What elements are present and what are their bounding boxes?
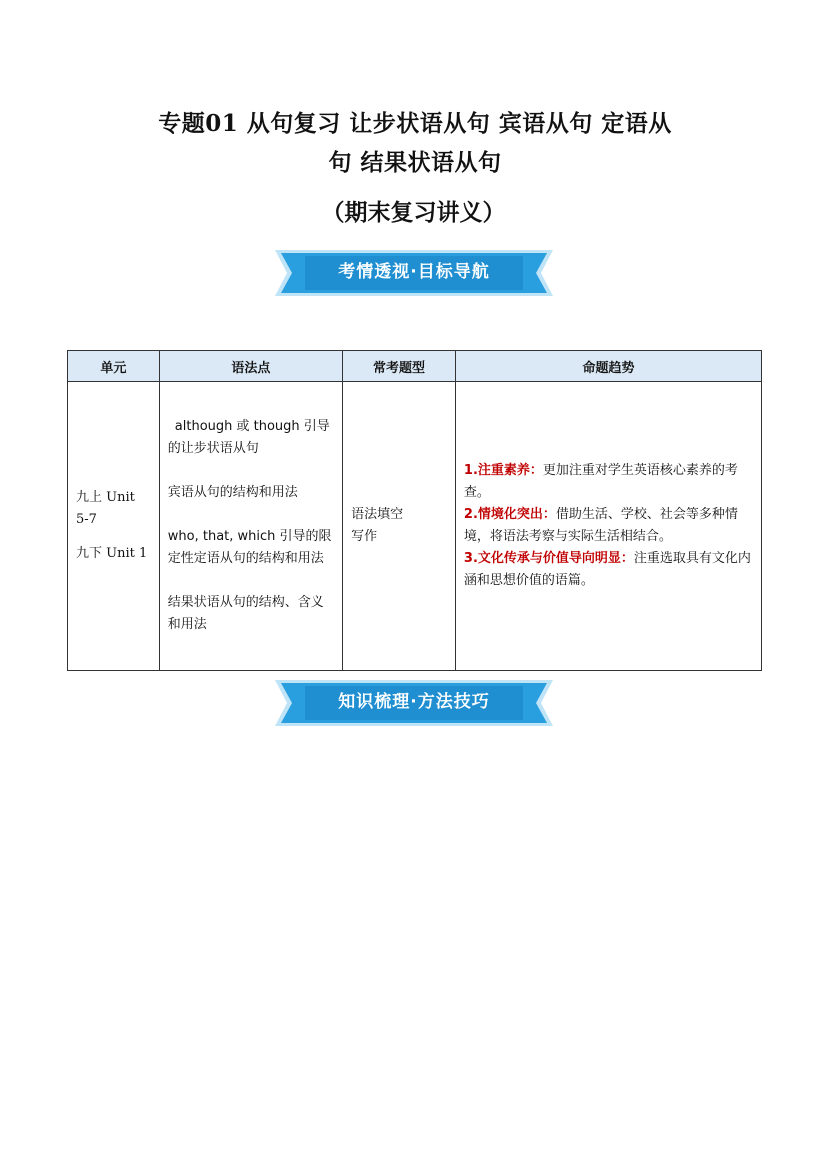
title-line-1: 专题01 从句复习 让步状语从句 宾语从句 定语从 — [158, 110, 672, 137]
banner-knowledge-summary — [275, 680, 553, 726]
cell-trends — [455, 382, 761, 671]
document-subtitle: （期末复习讲义） — [321, 199, 506, 226]
unit-text: 九下 Unit 1 — [76, 546, 148, 561]
trend-text: 更加注重对学生英语核心素养的考查。 — [463, 463, 738, 500]
question-type: 语法填空 — [351, 507, 404, 522]
header-trend: 命题趋势 — [455, 351, 761, 382]
banner-label: 知识梳理·方法技巧 — [338, 692, 490, 712]
trend-item — [464, 548, 753, 592]
cell-units — [68, 382, 160, 671]
trend-label: 1.注重素养： — [463, 463, 543, 478]
trend-item — [464, 460, 753, 504]
trend-text: 借助生活、学校、社会等多种情境，将语法考察与实际生活相结合。 — [463, 507, 738, 544]
header-unit: 单元 — [68, 351, 160, 382]
title-line-2: 句 结果状语从句 — [328, 149, 502, 176]
grammar-point: 结果状语从句的结构、含义和用法 — [167, 595, 324, 632]
trend-label: 2.情境化突出： — [463, 507, 556, 522]
grammar-point: who, that, which 引导的限定性定语从句的结构和用法 — [167, 529, 332, 566]
trend-label: 3.文化传承与价值导向明显： — [463, 551, 634, 566]
cell-question-types — [343, 382, 456, 671]
banner-exam-overview — [275, 250, 553, 296]
grammar-point: although 或 though 引导的让步状语从句 — [167, 419, 330, 456]
unit-text: 5-7 — [76, 512, 97, 527]
grammar-point: 宾语从句的结构和用法 — [167, 485, 298, 500]
cell-grammar-points — [159, 382, 342, 671]
document-title — [120, 104, 710, 182]
table-header-row — [68, 351, 762, 382]
exam-overview-table — [67, 350, 762, 671]
header-question-type: 常考题型 — [343, 351, 456, 382]
table-row — [68, 382, 762, 671]
trend-item — [464, 504, 753, 548]
trend-text: 注重选取具有文化内涵和思想价值的语篇。 — [463, 551, 751, 588]
question-type: 写作 — [351, 529, 378, 544]
header-grammar-point: 语法点 — [159, 351, 342, 382]
unit-text: 九上 Unit — [76, 490, 135, 505]
banner-label: 考情透视·目标导航 — [338, 262, 490, 282]
